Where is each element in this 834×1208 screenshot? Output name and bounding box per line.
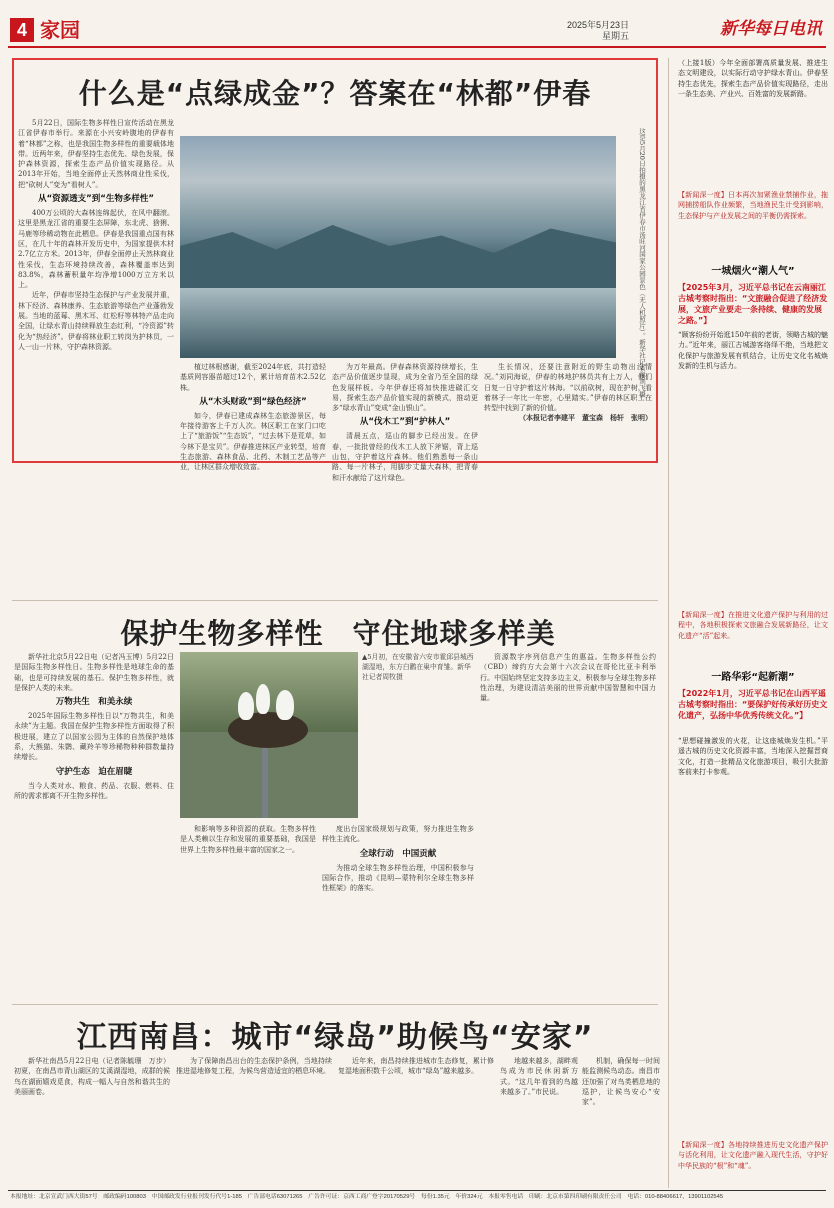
sidebar-red-note-3: 【新闻深一度】在推进文化遗产保护与利用的过程中，各地积极探索文旅融合发展新路径，让文化遗产“活”起来。	[678, 611, 828, 640]
page-number: 4	[10, 18, 34, 42]
article1-byline: （本报记者李建平 董宝森 杨轩 张明）	[519, 413, 652, 423]
article2-col3-text: 度出台国家级规划与政策，努力推进生物多样性主流化。	[322, 825, 474, 844]
sidebar-heading-1: 一城烟火“潮人气”	[711, 266, 795, 277]
sidebar-red-note-5: 【新闻深一度】各地持续推进历史文化遗产保护与活化利用，让文化遗产融入现代生活，守护好中华民族的“根”和“魂”。	[678, 1141, 828, 1170]
masthead-rule	[8, 46, 826, 48]
article3-col1-text: 新华社南昌5月22日电（记者陈毓珊 万步）初夏，在南昌市青山湖区的艾溪湖湿地，成群的候鸟在湖面嬉戏觅食，构成一幅人与自然和谐共生的美丽画卷。	[14, 1057, 170, 1096]
article3-column-4	[500, 1056, 578, 1186]
article3-column-5	[582, 1056, 660, 1186]
article2-col3b-text: 为推动全球生物多样性治理，中国积极参与国际合作，推动《昆明—蒙特利尔全球生物多样性框架》的落实。	[322, 863, 474, 893]
article2-col2-text: 和影响等多种资源的获取。生物多样性是人类赖以生存和发展的重要基础，我国是世界上生物多样性最丰富的国家之一。	[180, 825, 316, 854]
footer-info: 本报地址：北京宣武门西大街57号 邮政编码100803 中国邮政发行业报刊发行代号1-185 广告部电话63071265 广告许可证：京西工商广登字20170529号 每份1.35元 年价324元 本报零售电话 印刷：北京市第四印刷有限责任公司 电话：010-88406617，13901102545	[10, 1194, 724, 1200]
sidebar-heading-2: 一路华彩“起新潮”	[711, 672, 795, 683]
article1-column-1	[18, 118, 174, 458]
sidebar-body-1: “顾客纷纷开始逛150年前的老街，领略古城的魅力。”近年来，丽江古城游客络绎不绝，当地把文化保护与旅游发展有机结合，让历史文化名城焕发新的生机与活力。	[678, 331, 828, 370]
article1-col4b-text: 清晨五点，巡山的脚步已经出发。在伊春，一批批曾经的伐木工人放下斧锯，背上巡山包，守护着这片森林。他们熟悉每一条山路、每一片林子，用脚步丈量大森林，把青春和汗水献给了这片绿色。	[332, 432, 478, 482]
article1-col2-text: 近年，伊春市坚持生态保护与产业发展并重，林下经济、森林康养、生态旅游等绿色产业蓬勃发展。当地的蓝莓、黑木耳、红松籽等林特产品走向全国，让绿水青山持续释放生态红利，“冷资源”转化为“热经济”。伊春将林业职工转岗为护林员，一人一山一片林，守护森林资源。	[18, 291, 174, 351]
issue-date	[567, 20, 629, 42]
weekday: 星期五	[601, 31, 629, 41]
article2-subhead-3: 全球行动 中国贡献	[359, 848, 437, 859]
section-divider-1	[12, 600, 658, 601]
article1-col5-text: 生长情况，还要注意附近的野生动物出没情况。”刘同海说，伊春的林地护林员共有上万人，他们日复一日守护着这片林海。“以前砍树，现在护树，看着林子一年比一年密，心里踏实。”伊春的林区职工在转型中找到了新的价值。	[484, 363, 652, 413]
column-divider	[668, 58, 669, 1188]
forest-lake-photo	[180, 136, 616, 358]
article2-column-4	[480, 652, 656, 1004]
article1-col1b-text: 400万公顷的大森林连绵起伏，在风中翻滚。这里是黑龙江省的重要生态屏障，东北虎、猞猁、马鹿等珍稀动物在此栖息。伊春是我国重点国有林区，在几十年的森林开发历史中，为国家提供木材2.7亿立方米。2013年，伊春全面停止天然林商业性采伐，生态环境持续改善，森林覆盖率达到83.8%，森林蓄积量年均净增1000万立方米以上。	[18, 209, 174, 290]
article2-subhead-1: 万物共生 和美永续	[55, 697, 133, 708]
article2-column-2	[180, 824, 316, 1004]
article2-col1-text: 新华社北京5月22日电（记者冯玉博）5月22日是国际生物多样性日。生物多样性是地球生命的基础，也是可持续发展的基石。保护生物多样性，就是保护人类的未来。	[14, 653, 174, 692]
sidebar-red-note-2: 【2025年3月，习近平总书记在云南丽江古城考察时指出：“文旅融合促进了经济发展，文旅产业要走一条持续、健康的发展之路。”】	[678, 283, 828, 325]
article2-photo-caption: ▲5月初，在安徽省六安市霍邱县城西湖湿地，东方白鹳在巢中育雏。新华社记者周牧摄	[362, 653, 474, 682]
article1-col3-text: 植过林根感谢，截至2024年底，共打造轻基质网容器苗超过12个，累计培育苗木2.52亿株。	[180, 363, 326, 392]
article3-column-1	[14, 1056, 170, 1186]
article2-col1b-text: 2025年国际生物多样性日以“万物共生，和美永续”为主题。我国在保护生物多样性方面取得了积极进展，建立了以国家公园为主体的自然保护地体系，大熊猫、朱鹮、藏羚羊等珍稀物种种群数量持续增长。	[14, 712, 174, 762]
article3-column-3	[338, 1056, 494, 1186]
article1-headline: 什么是“点绿成金”？答案在“林都”伊春	[78, 77, 592, 110]
masthead	[0, 0, 834, 48]
paper-name: 新华每日电讯	[720, 19, 822, 39]
article3-col4-text: 地越来越多，湖畔观鸟成为市民休闲新方式。“这几年看到的鸟越来越多了。”市民说。	[500, 1057, 578, 1096]
article2-subhead-2: 守护生态 迫在眉睫	[55, 766, 133, 777]
article1-photo-caption: 这是5月20日拍摄的黑龙江省伊春市汤旺河国家公园景色（无人机照片）。新华社记者谢剑飞摄	[638, 128, 646, 398]
sidebar-red-note-1: 【新闻深一度】日本再次加紧渔业禁捕作业，拖网捕捞船队作业频繁，当地渔民生计受到影响，生态保护与产业发展之间的平衡仍需探索。	[678, 191, 828, 220]
article1-col3b-text: 如今，伊春已建成森林生态旅游景区，每年接待游客上千万人次。林区职工在家门口吃上了“旅游饭”“生态饭”，“过去林下是荒草，如今林下是宝贝”。伊春推进林区产业转型，培育生态旅游、森林食品、北药、木制工艺品等产业，让林区群众增收致富。	[180, 411, 326, 472]
article1-subhead-3: 从“伐木工”到“护林人”	[359, 417, 451, 428]
sidebar-intro: （上接1版）今年全面部署高质量发展、推进生态文明建设，以实际行动守护绿水青山。伊春坚持生态优先，探索生态产品价值实现路径，走出一条生态美、产业兴、百姓富的发展新路。	[678, 59, 828, 98]
article1-subhead-2: 从“木头财政”到“绿色经济”	[199, 396, 307, 407]
sidebar-red-note-4: 【2022年1月，习近平总书记在山西平遥古城考察时指出：“要保护好传承好历史文化遗产，弘扬中华优秀传统文化。”】	[678, 689, 828, 720]
article3-col3-text: 近年来，南昌持续推进城市生态修复，累计修复湿地面积数千公顷，城市“绿岛”越来越多。	[338, 1057, 494, 1076]
article2-col1c-text: 当今人类对水、粮食、药品、衣服、燃料、住所的需求都离不开生物多样性。	[14, 781, 174, 800]
article1-column-3	[180, 362, 326, 472]
article2-headline: 保护生物多样性 守住地球多样美	[120, 617, 556, 650]
article1-col4-text: 为万年最高。伊春森林资源持续增长，生态产品价值逐步显现，成为全省乃至全国的绿色发展样板。今年伊春还将加快推进碳汇交易，探索生态产品价值实现的新模式，推动更多“绿水青山”变成“金山银山”。	[332, 363, 478, 413]
section-divider-2	[12, 1004, 658, 1005]
article2-col4-text: 资源数字序列信息产生的惠益。生物多样性公约（CBD）缔约方大会第十六次会议在哥伦比亚卡利举行。中国始终坚定支持多边主义，积极参与全球生物多样性治理，为建设清洁美丽的世界贡献中国智慧和中国力量。	[480, 653, 656, 703]
article3-headline: 江西南昌：城市“绿岛”助候鸟“安家”	[76, 1020, 594, 1055]
article2-column-1	[14, 652, 174, 1004]
article3-col2-text: 为了保障南昌出台的生态保护条例，当地持续推进湿地修复工程，为候鸟营造适宜的栖息环境。	[176, 1057, 332, 1076]
article2-column-3	[322, 824, 474, 1004]
article1-column-5	[484, 362, 652, 458]
date-line: 2025年5月23日	[566, 20, 629, 30]
sidebar-body-2: “思想碰撞激发的火花，让这座城焕发生机。”平遥古城的历史文化资源丰富，当地深入挖掘晋商文化，打造一批精品文化旅游项目，吸引大批游客前来打卡参观。	[678, 737, 828, 776]
article3-col5-text: 机制，确保每一时间能监测候鸟动态。南昌市还加强了对鸟类栖息地的巡护，让候鸟安心“安家”。	[582, 1057, 660, 1107]
article1-column-4	[332, 362, 478, 482]
section-title: 家园	[40, 18, 80, 42]
footer-rule	[8, 1190, 826, 1191]
article1-col1-text: 5月22日，国际生物多样性日宣传活动在黑龙江省伊春市举行。来源在小兴安岭腹地的伊春有着“林都”之称，也是我国生物多样性的重要载体地带。近两年来，伊春坚持生态优先、绿色发展，保护森林资源，探索生态产品价值实现路径。从2013年开始，当地全面停止天然林商业性采伐，把“砍树人”变为“看树人”。	[18, 119, 174, 189]
stork-nest-photo	[180, 652, 358, 818]
article1-subhead-1: 从“资源透支”到“生物多样性”	[38, 194, 154, 205]
article3-column-2	[176, 1056, 332, 1186]
